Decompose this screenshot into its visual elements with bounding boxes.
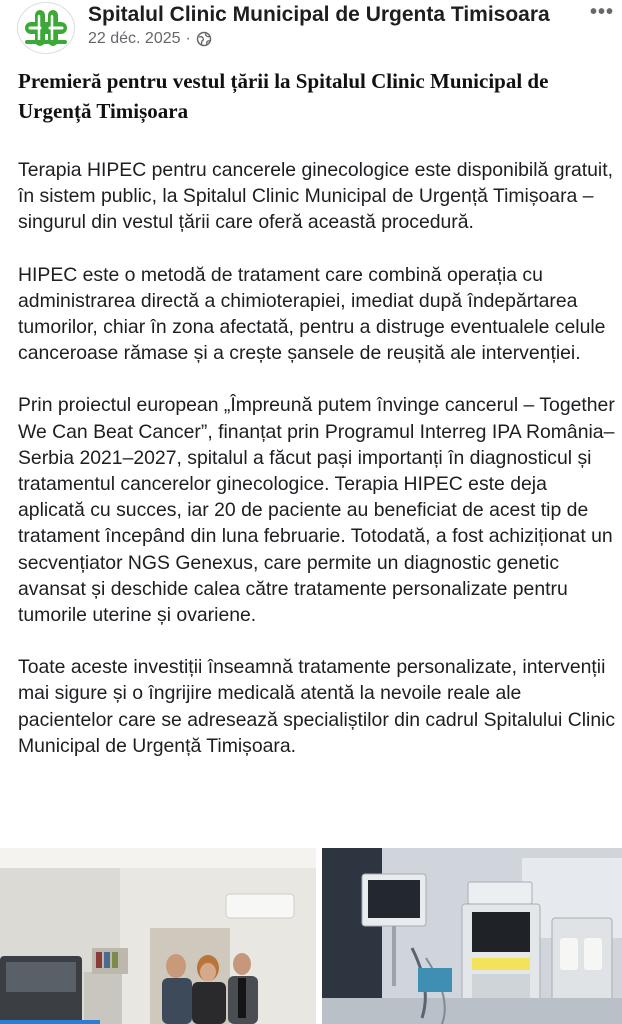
photo-team-lab[interactable] [0,848,316,1024]
post-paragraph: HIPEC este o metodă de tratament care combină operația cu administrarea directă a chimioterapiei, imediat după îndepărtarea tumorilor, chiar în zona afectată, pentru a distruge eventualele celule canceroase rămase și a crește șansele de reușită ale intervenției. [18,263,606,365]
post-paragraph: Prin proiectul european „Împreună putem învinge cancerul – Together We Can Beat Cancer”, finanțat prin Programul Interreg IPA România–Serbia 2021–2027, spitalul a făcut pași importanți în diagnosticul și tratamentul cancerelor ginecologice. Terapia HIPEC este deja aplicată cu succes, iar 20 de paciente au beneficiat de acest tip de tratament începând din luna februarie. Totodată, a fost achiziționat un secvențiator NGS Genexus, care permite un diagnostic genetic avansat și deschide calea către tratamente personalizate pentru tumorile uterine și ovariene. [18,394,615,627]
meta-separator: · [185,30,191,47]
post-header [0,0,622,56]
photo-hipec-equipment[interactable] [322,848,622,1024]
post-meta [88,30,212,48]
post-date[interactable]: 22 déc. 2025 [88,30,181,47]
post-paragraph: Terapia HIPEC pentru cancerele ginecologice este disponibilă gratuit, în sistem public, la Spitalul Clinic Municipal de Urgență Timișoara – singurul din vestul țării care oferă această procedură. [18,159,613,234]
more-options-button[interactable]: ••• [589,0,614,23]
hospital-logo-icon [21,6,71,50]
post-body [18,157,618,785]
post-paragraph: Toate aceste investiții înseamnă tratamente personalizate, intervenții mai sigure și o îngrijire medicală atentă la nevoile reale ale pacientelor care se adresează specialiștilor din cadrul Spitalului Clinic Municipal de Urgență Timișoara. [18,656,616,757]
photo-grid [0,848,622,1024]
page-name-link[interactable]: Spitalul Clinic Municipal de Urgenta Timisoara [88,3,550,26]
page-avatar[interactable] [17,2,75,54]
post-headline: Premieră pentru vestul țării la Spitalul Clinic Municipal de Urgență Timișoara [18,69,549,123]
globe-icon [196,31,212,47]
